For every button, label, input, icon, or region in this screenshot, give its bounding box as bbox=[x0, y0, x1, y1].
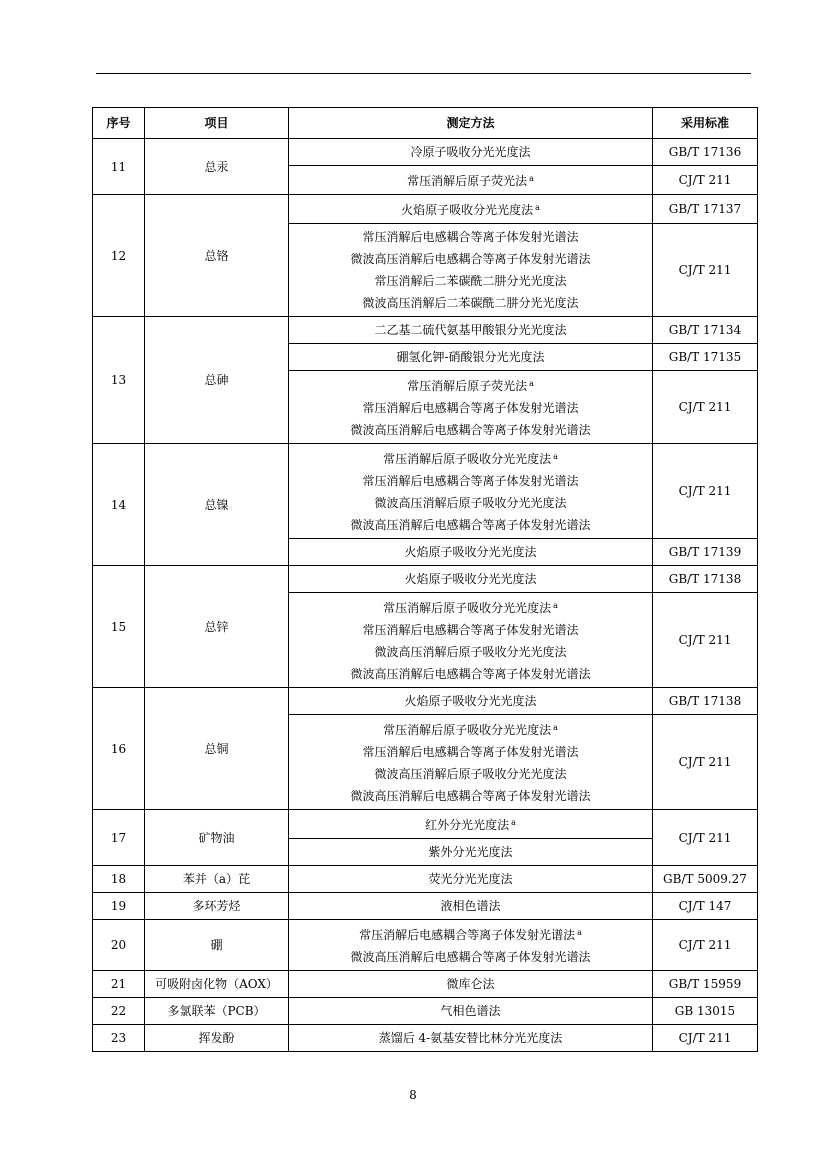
table-row bbox=[93, 566, 758, 593]
method-cell bbox=[289, 866, 653, 893]
table-row bbox=[93, 139, 758, 166]
method-line bbox=[289, 541, 652, 563]
method-text: 常压消解后电感耦合等离子体发射光谱法 bbox=[362, 623, 579, 637]
standard-cell: CJ/T 211 bbox=[653, 166, 758, 195]
method-line bbox=[289, 690, 652, 712]
method-line bbox=[289, 973, 652, 995]
method-text: 常压消解后电感耦合等离子体发射光谱法 bbox=[362, 474, 579, 488]
method-cell bbox=[289, 1025, 653, 1052]
method-line bbox=[289, 785, 652, 807]
table-row bbox=[93, 971, 758, 998]
method-text: 常压消解后电感耦合等离子体发射光谱法 bbox=[359, 928, 576, 942]
method-line bbox=[289, 373, 652, 397]
method-text: 微波高压消解后原子吸收分光光度法 bbox=[374, 645, 567, 659]
method-cell bbox=[289, 715, 653, 810]
table-row bbox=[93, 810, 758, 839]
row-number: 19 bbox=[93, 893, 145, 920]
column-header-number: 序号 bbox=[93, 108, 145, 139]
method-line bbox=[289, 841, 652, 863]
footnote-marker: a bbox=[529, 379, 534, 388]
method-line bbox=[289, 446, 652, 470]
method-cell bbox=[289, 566, 653, 593]
row-item: 可吸附卤化物（AOX） bbox=[145, 971, 289, 998]
method-text: 微库仑法 bbox=[446, 977, 495, 991]
table-row bbox=[93, 317, 758, 344]
method-cell bbox=[289, 444, 653, 539]
table-body bbox=[93, 139, 758, 1052]
row-number: 17 bbox=[93, 810, 145, 866]
method-text: 微波高压消解后电感耦合等离子体发射光谱法 bbox=[350, 423, 591, 437]
method-line bbox=[289, 346, 652, 368]
method-line bbox=[289, 419, 652, 441]
method-text: 火焰原子吸收分光光度法 bbox=[404, 694, 537, 708]
method-line bbox=[289, 292, 652, 314]
method-text: 常压消解后电感耦合等离子体发射光谱法 bbox=[362, 401, 579, 415]
method-line bbox=[289, 946, 652, 968]
method-line bbox=[289, 1027, 652, 1049]
method-text: 火焰原子吸收分光光度法 bbox=[401, 203, 534, 217]
row-item: 总砷 bbox=[145, 317, 289, 444]
method-text: 气相色谱法 bbox=[440, 1004, 501, 1018]
method-text: 微波高压消解后电感耦合等离子体发射光谱法 bbox=[350, 252, 591, 266]
method-cell bbox=[289, 166, 653, 195]
row-item: 总铬 bbox=[145, 195, 289, 317]
standard-cell: GB/T 17135 bbox=[653, 344, 758, 371]
row-number: 23 bbox=[93, 1025, 145, 1052]
header-rule bbox=[96, 73, 751, 74]
column-header-method: 测定方法 bbox=[289, 108, 653, 139]
method-cell bbox=[289, 371, 653, 444]
row-number: 14 bbox=[93, 444, 145, 566]
standard-cell: CJ/T 211 bbox=[653, 224, 758, 317]
table-row bbox=[93, 1025, 758, 1052]
method-text: 火焰原子吸收分光光度法 bbox=[404, 545, 537, 559]
column-header-standard: 采用标准 bbox=[653, 108, 758, 139]
method-text: 火焰原子吸收分光光度法 bbox=[404, 572, 537, 586]
row-number: 21 bbox=[93, 971, 145, 998]
footnote-marker: a bbox=[529, 174, 534, 183]
method-text: 硼氢化钾-硝酸银分光光度法 bbox=[396, 350, 545, 364]
method-text: 微波高压消解后原子吸收分光光度法 bbox=[374, 767, 567, 781]
method-text: 常压消解后二苯碳酰二肼分光光度法 bbox=[374, 274, 567, 288]
method-line bbox=[289, 741, 652, 763]
standard-cell: CJ/T 211 bbox=[653, 715, 758, 810]
method-cell bbox=[289, 224, 653, 317]
method-text: 蒸馏后 4-氨基安替比林分光光度法 bbox=[378, 1031, 563, 1045]
method-line bbox=[289, 397, 652, 419]
table-header-row bbox=[93, 108, 758, 139]
standard-cell: GB/T 17134 bbox=[653, 317, 758, 344]
method-cell bbox=[289, 195, 653, 224]
method-cell bbox=[289, 971, 653, 998]
standard-cell: GB 13015 bbox=[653, 998, 758, 1025]
footnote-marker: a bbox=[553, 723, 558, 732]
method-text: 微波高压消解后电感耦合等离子体发射光谱法 bbox=[350, 950, 591, 964]
method-text: 冷原子吸收分光光度法 bbox=[410, 145, 531, 159]
method-line bbox=[289, 319, 652, 341]
table-row bbox=[93, 920, 758, 971]
row-item: 硼 bbox=[145, 920, 289, 971]
row-number: 20 bbox=[93, 920, 145, 971]
method-text: 常压消解后原子荧光法 bbox=[407, 379, 528, 393]
method-line bbox=[289, 641, 652, 663]
method-text: 液相色谱法 bbox=[440, 899, 501, 913]
method-cell bbox=[289, 593, 653, 688]
method-line bbox=[289, 868, 652, 890]
method-cell bbox=[289, 539, 653, 566]
method-line bbox=[289, 895, 652, 917]
method-line bbox=[289, 470, 652, 492]
method-cell bbox=[289, 688, 653, 715]
row-number: 12 bbox=[93, 195, 145, 317]
method-cell bbox=[289, 893, 653, 920]
standard-cell: CJ/T 211 bbox=[653, 810, 758, 866]
method-line bbox=[289, 141, 652, 163]
method-text: 二乙基二硫代氨基甲酸银分光光度法 bbox=[374, 323, 567, 337]
method-cell bbox=[289, 317, 653, 344]
method-cell bbox=[289, 139, 653, 166]
page-number: 8 bbox=[409, 1088, 417, 1102]
method-line bbox=[289, 663, 652, 685]
footnote-marker: a bbox=[577, 928, 582, 937]
method-cell bbox=[289, 920, 653, 971]
footnote-marker: a bbox=[553, 601, 558, 610]
row-item: 总汞 bbox=[145, 139, 289, 195]
standard-cell: GB/T 17138 bbox=[653, 688, 758, 715]
method-line bbox=[289, 568, 652, 590]
row-item: 多环芳烃 bbox=[145, 893, 289, 920]
standard-cell: GB/T 17137 bbox=[653, 195, 758, 224]
method-cell bbox=[289, 344, 653, 371]
standard-cell: GB/T 5009.27 bbox=[653, 866, 758, 893]
method-line bbox=[289, 197, 652, 221]
row-item: 苯并（a）芘 bbox=[145, 866, 289, 893]
standard-cell: GB/T 17139 bbox=[653, 539, 758, 566]
standard-cell: GB/T 17136 bbox=[653, 139, 758, 166]
row-item: 总镍 bbox=[145, 444, 289, 566]
method-line bbox=[289, 168, 652, 192]
method-text: 微波高压消解后电感耦合等离子体发射光谱法 bbox=[350, 789, 591, 803]
row-number: 16 bbox=[93, 688, 145, 810]
standard-cell: CJ/T 147 bbox=[653, 893, 758, 920]
method-text: 紫外分光光度法 bbox=[428, 845, 513, 859]
method-cell bbox=[289, 839, 653, 866]
method-text: 常压消解后原子吸收分光光度法 bbox=[383, 601, 552, 615]
row-number: 18 bbox=[93, 866, 145, 893]
standard-cell: CJ/T 211 bbox=[653, 593, 758, 688]
method-line bbox=[289, 619, 652, 641]
method-line bbox=[289, 812, 652, 836]
footnote-marker: a bbox=[511, 818, 516, 827]
row-item: 总锌 bbox=[145, 566, 289, 688]
row-number: 22 bbox=[93, 998, 145, 1025]
method-text: 常压消解后原子吸收分光光度法 bbox=[383, 452, 552, 466]
row-number: 15 bbox=[93, 566, 145, 688]
method-text: 红外分光光度法 bbox=[425, 818, 510, 832]
method-text: 微波高压消解后电感耦合等离子体发射光谱法 bbox=[350, 667, 591, 681]
row-number: 13 bbox=[93, 317, 145, 444]
standard-cell: GB/T 15959 bbox=[653, 971, 758, 998]
row-item: 总铜 bbox=[145, 688, 289, 810]
method-text: 常压消解后电感耦合等离子体发射光谱法 bbox=[362, 745, 579, 759]
method-line bbox=[289, 514, 652, 536]
table-row bbox=[93, 688, 758, 715]
method-line bbox=[289, 763, 652, 785]
method-line bbox=[289, 1000, 652, 1022]
table-row bbox=[93, 444, 758, 539]
method-line bbox=[289, 492, 652, 514]
footnote-marker: a bbox=[535, 203, 540, 212]
table-row bbox=[93, 195, 758, 224]
standard-cell: GB/T 17138 bbox=[653, 566, 758, 593]
method-line bbox=[289, 226, 652, 248]
method-line bbox=[289, 270, 652, 292]
row-item: 矿物油 bbox=[145, 810, 289, 866]
footnote-marker: a bbox=[553, 452, 558, 461]
method-line bbox=[289, 717, 652, 741]
standard-cell: CJ/T 211 bbox=[653, 371, 758, 444]
method-text: 常压消解后原子吸收分光光度法 bbox=[383, 723, 552, 737]
standard-cell: CJ/T 211 bbox=[653, 920, 758, 971]
row-item: 多氯联苯（PCB） bbox=[145, 998, 289, 1025]
method-standard-table bbox=[92, 107, 758, 1052]
standard-cell: CJ/T 211 bbox=[653, 1025, 758, 1052]
method-cell bbox=[289, 810, 653, 839]
table-row bbox=[93, 998, 758, 1025]
standard-cell: CJ/T 211 bbox=[653, 444, 758, 539]
method-text: 常压消解后原子荧光法 bbox=[407, 174, 528, 188]
table-row bbox=[93, 893, 758, 920]
method-text: 微波高压消解后电感耦合等离子体发射光谱法 bbox=[350, 518, 591, 532]
row-number: 11 bbox=[93, 139, 145, 195]
row-item: 挥发酚 bbox=[145, 1025, 289, 1052]
table-row bbox=[93, 866, 758, 893]
method-line bbox=[289, 922, 652, 946]
method-text: 常压消解后电感耦合等离子体发射光谱法 bbox=[362, 230, 579, 244]
method-line bbox=[289, 248, 652, 270]
column-header-item: 项目 bbox=[145, 108, 289, 139]
method-cell bbox=[289, 998, 653, 1025]
method-text: 荧光分光光度法 bbox=[428, 872, 513, 886]
method-text: 微波高压消解后原子吸收分光光度法 bbox=[374, 496, 567, 510]
method-line bbox=[289, 595, 652, 619]
method-text: 微波高压消解后二苯碳酰二肼分光光度法 bbox=[362, 296, 579, 310]
